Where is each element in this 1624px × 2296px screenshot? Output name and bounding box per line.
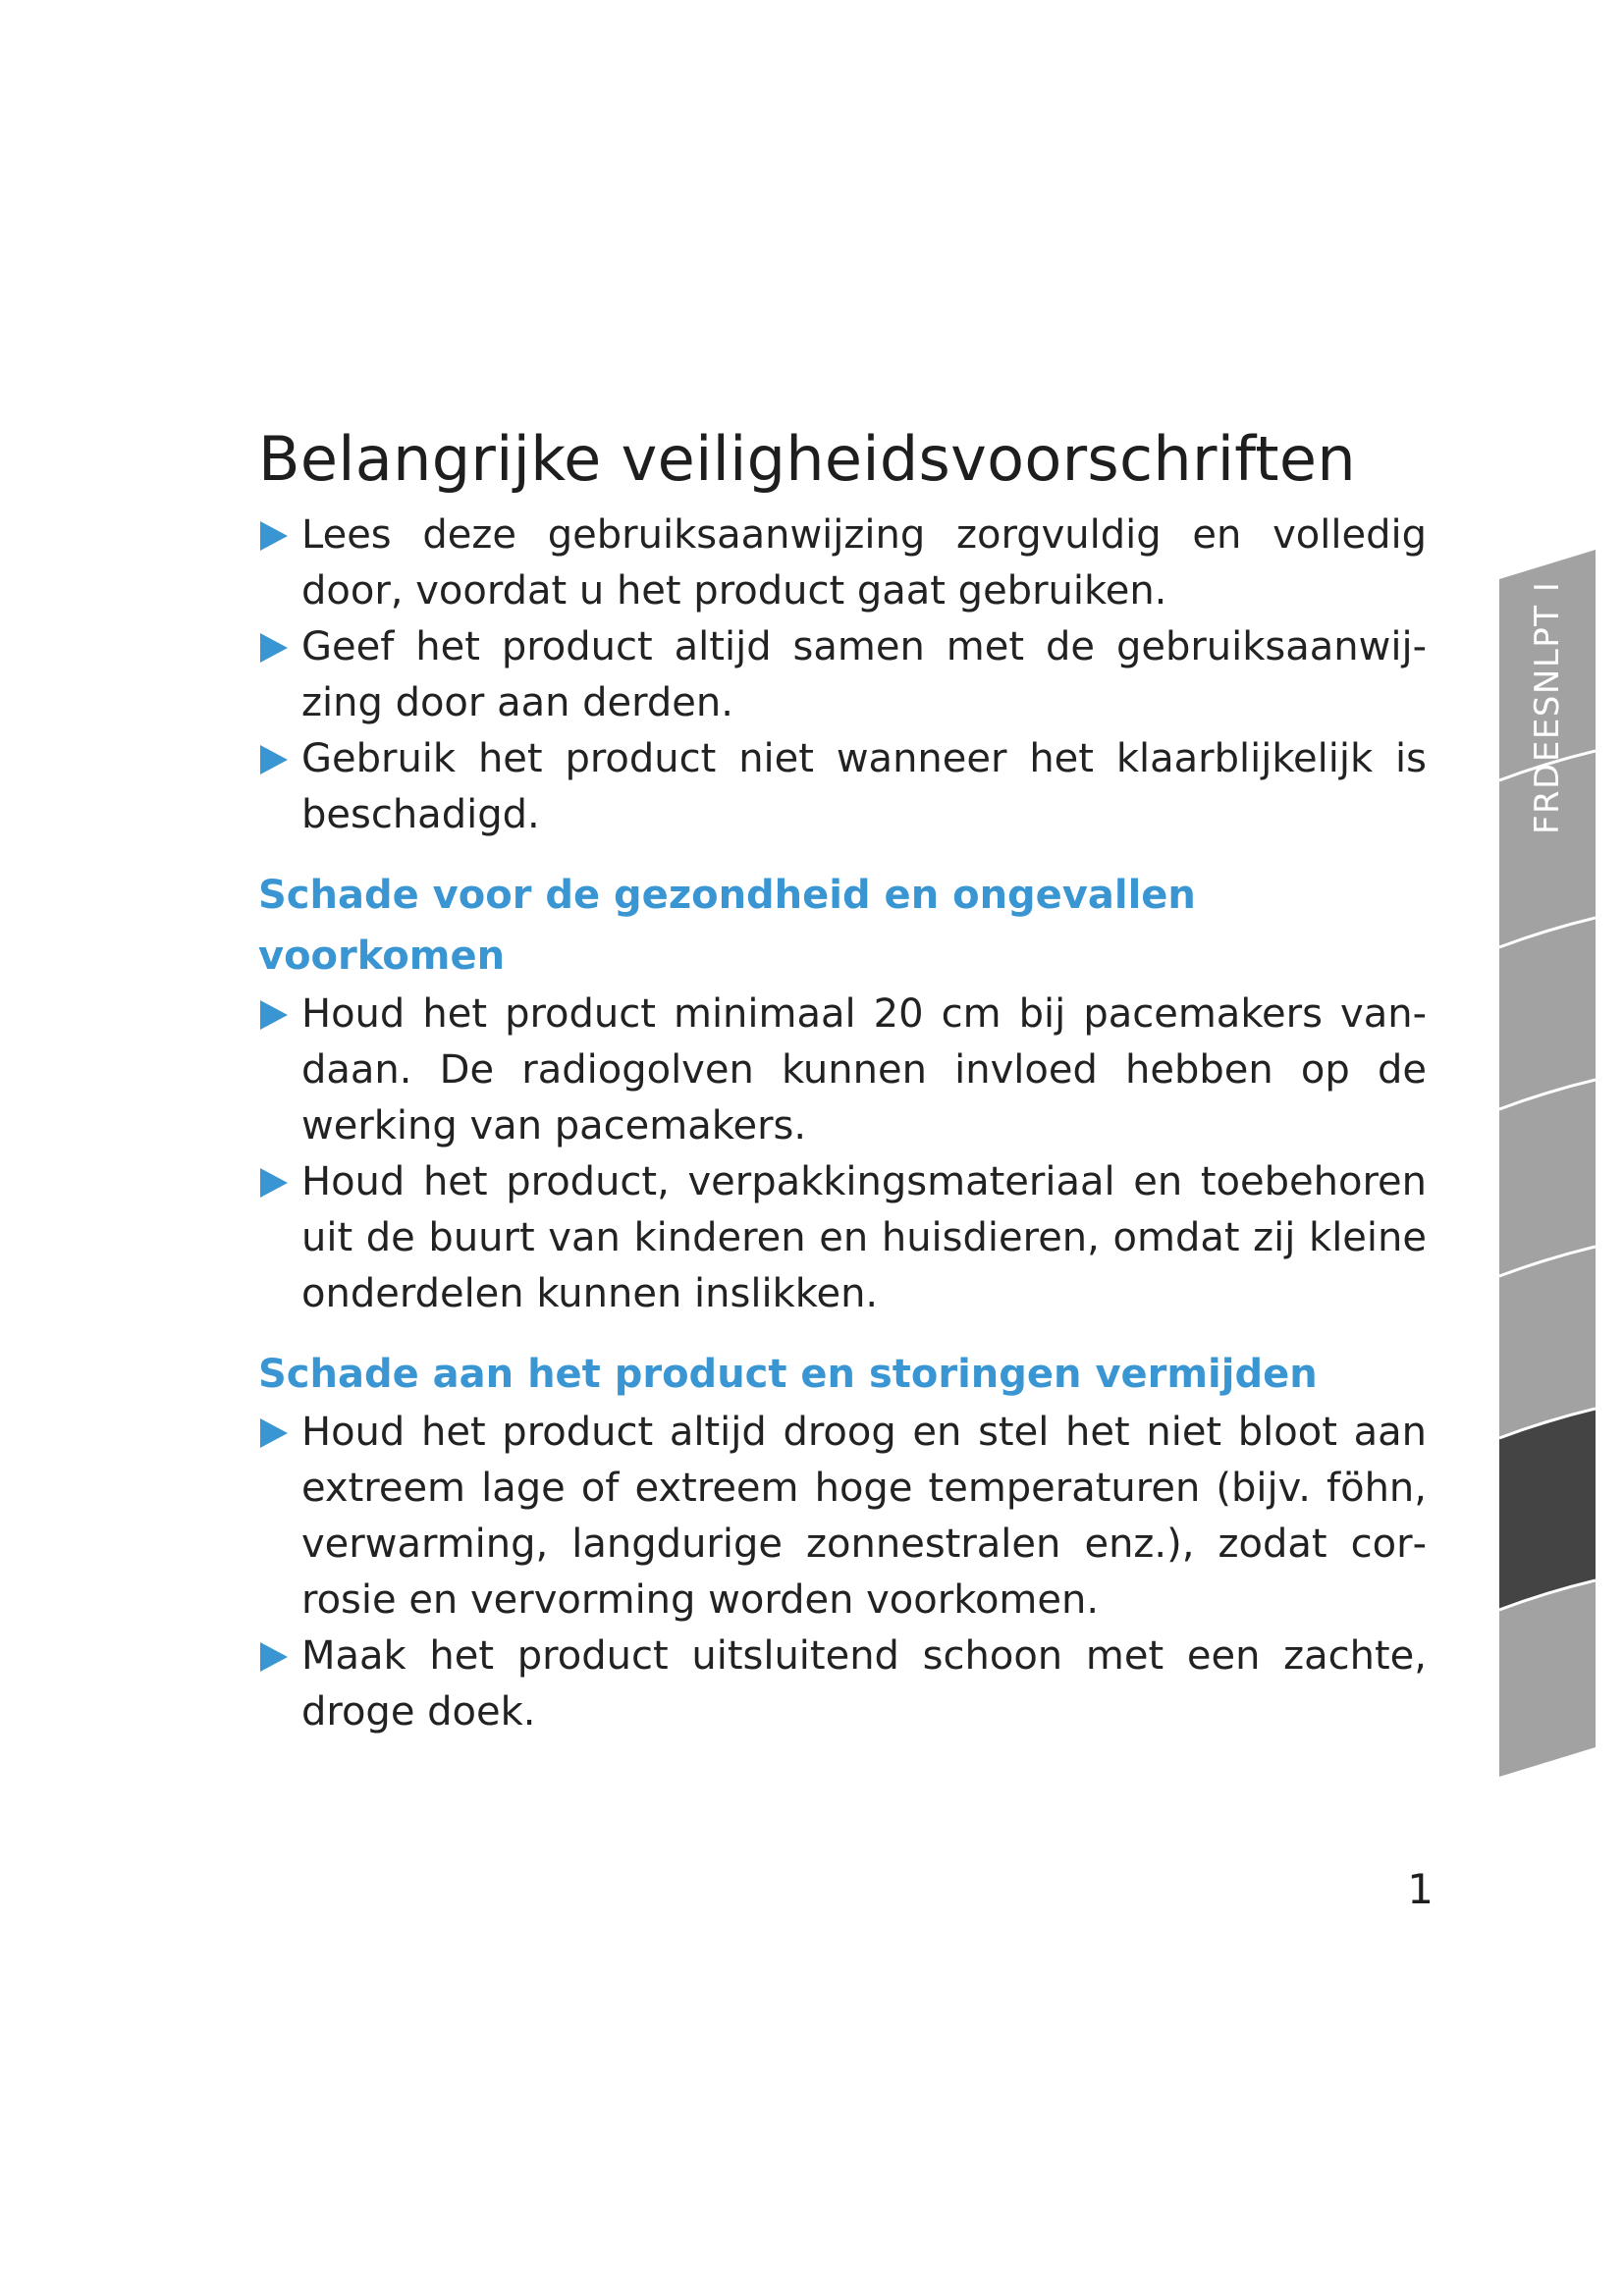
triangle-bullet-icon	[260, 1418, 288, 1448]
language-tab[interactable]	[1499, 1247, 1596, 1438]
bullet-text: Lees deze gebruiksaanwijzing zorgvuldig en volledig door, voordat u het product gaat gebruiken.	[301, 512, 1427, 614]
section-heading-product-damage: Schade aan het product en storingen vermijden	[258, 1352, 1318, 1397]
bullet-text: Houd het product altijd droog en stel het niet bloot aan extreem lage of extreem hoge temperaturen (bijv. föhn, verwarming, langdurige zonnestralen enz.), zodat corrosie en vervorming worden voorkomen.	[301, 1410, 1427, 1623]
bullet-item	[258, 987, 1427, 1154]
section-heading-health: Schade voor de gezondheid en ongevallen voorkomen	[258, 873, 1196, 979]
language-tab[interactable]	[1499, 1580, 1596, 1777]
product-bullet-list	[258, 1405, 1427, 1740]
bullet-item	[258, 1629, 1427, 1740]
triangle-bullet-icon	[260, 1000, 288, 1030]
bullet-text: Houd het product, verpakkingsmateriaal en toebehoren uit de buurt van kinderen en huisdieren, omdat zij kleine onderdelen kunnen inslikken.	[301, 1159, 1427, 1316]
bullet-item	[258, 507, 1427, 619]
language-tab-labels: FRDEESNLPT I	[1528, 580, 1567, 834]
page-title: Belangrijke veiligheidsvoorschriften	[258, 423, 1356, 495]
bullet-text: Maak het product uitsluitend schoon met een zachte, droge doek.	[301, 1633, 1427, 1735]
page-number: 1	[1407, 1865, 1434, 1913]
main-content	[258, 417, 1427, 1740]
bullet-text: Houd het product minimaal 20 cm bij pacemakers vandaan. De radiogolven kunnen invloed hebben op de werking van pacemakers.	[301, 991, 1427, 1148]
language-tab[interactable]	[1499, 918, 1596, 1109]
intro-bullet-list	[258, 507, 1427, 843]
bullet-item	[258, 619, 1427, 731]
language-tab-active[interactable]	[1499, 1409, 1596, 1610]
bullet-text: Geef het product altijd samen met de gebruiksaanwijzing door aan derden.	[301, 624, 1427, 725]
bullet-item	[258, 1154, 1427, 1322]
bullet-item	[258, 731, 1427, 843]
triangle-bullet-icon	[260, 1642, 288, 1672]
triangle-bullet-icon	[260, 521, 288, 551]
health-bullet-list	[258, 987, 1427, 1322]
triangle-bullet-icon	[260, 1168, 288, 1198]
bullet-item	[258, 1405, 1427, 1629]
triangle-bullet-icon	[260, 745, 288, 774]
triangle-bullet-icon	[260, 633, 288, 663]
language-tab[interactable]	[1499, 1080, 1596, 1276]
bullet-text: Gebruik het product niet wanneer het klaarblijkelijk is beschadigd.	[301, 736, 1427, 837]
